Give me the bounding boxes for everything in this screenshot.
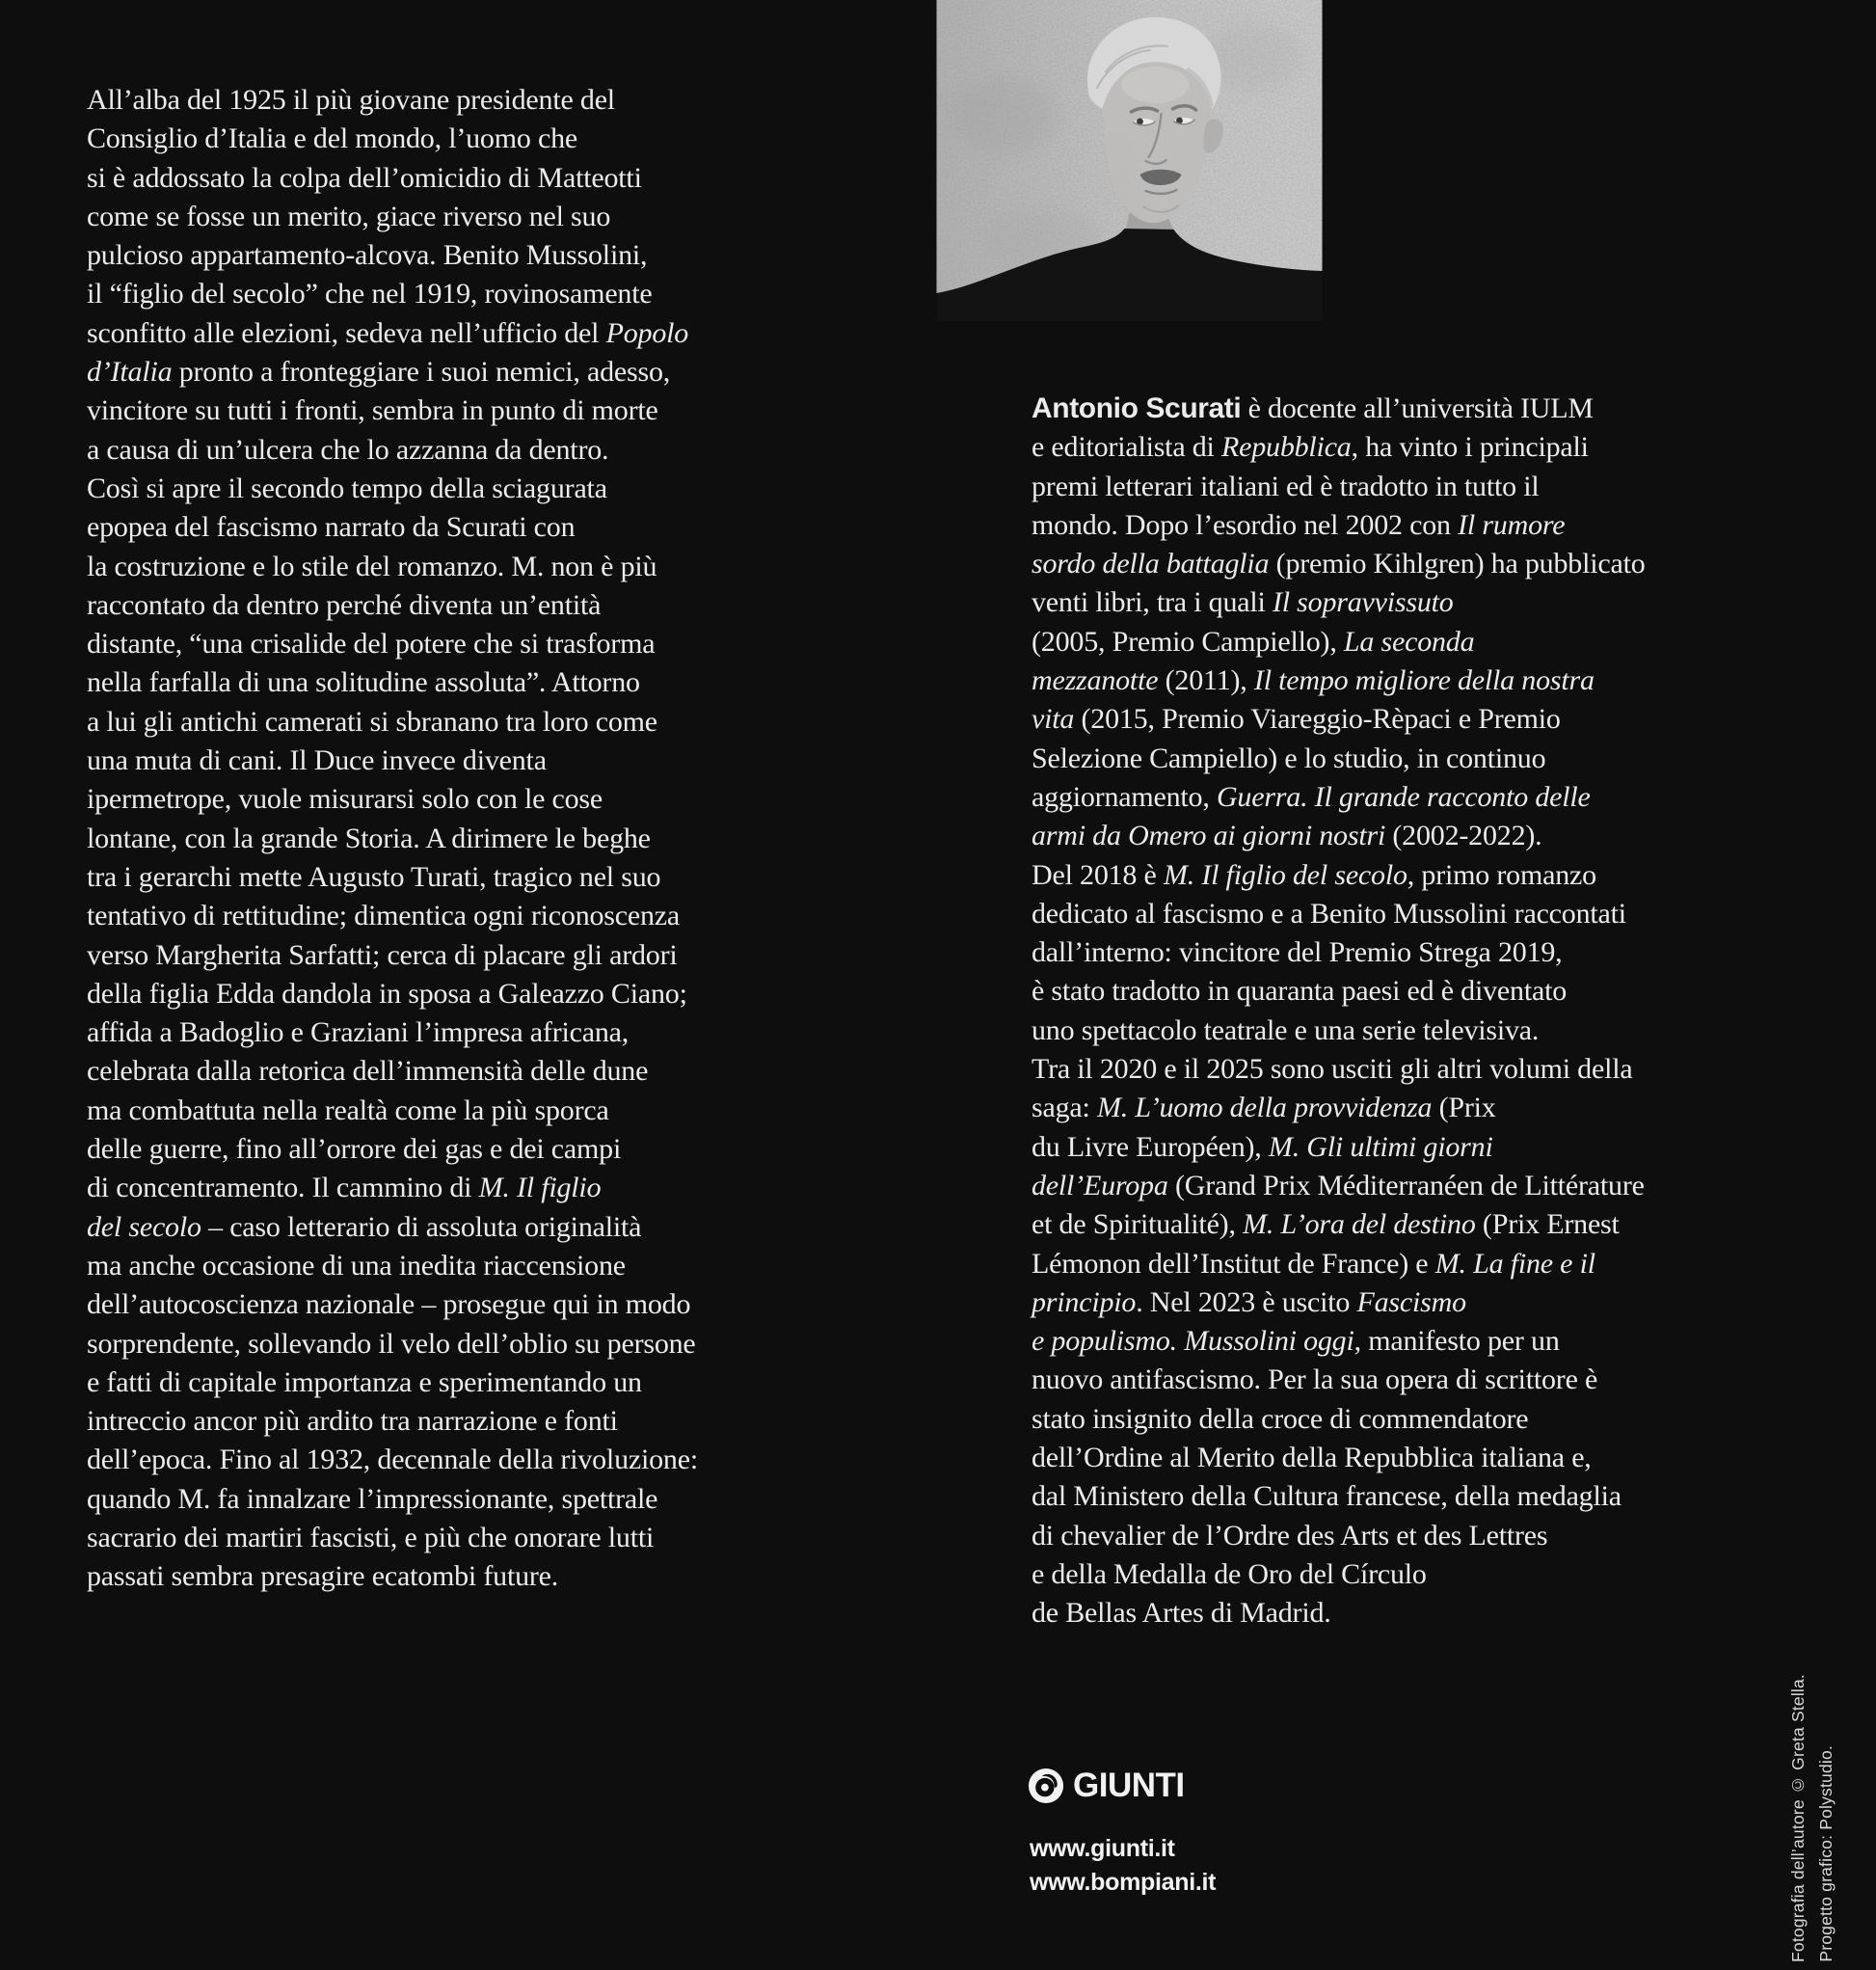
text-line: de Bellas Artes di Madrid. [1032,1597,1331,1630]
text-line: del secolo – caso letterario di assoluta originalità [87,1210,642,1243]
text-line: passati sembra presagire ecatombi future. [87,1560,559,1593]
text-line: tentativo di rettitudine; dimentica ogni riconoscenza [87,900,681,932]
text-line: la costruzione e lo stile del romanzo. M. non è più [87,550,657,582]
website-giunti: www.giunti.it [1030,1835,1175,1862]
text-line: sacrario dei martiri fascisti, e più che onorare lutti [87,1521,655,1553]
text-line: della figlia Edda dandola in sposa a Galeazzo Ciano; [87,977,687,1010]
text-line: premi letterari italiani ed è tradotto in tutto il [1032,470,1540,502]
text-line: vita (2015, Premio Viareggio-Rèpaci e Premio [1032,703,1561,736]
text-line: il “figlio del secolo” che nel 1919, rovinosamente [87,278,653,310]
text-line: Lémonon dell’Institut de France) e M. La fine e il [1032,1247,1595,1280]
text-line: sorprendente, sollevando il velo dell’oblio su persone [87,1327,696,1360]
text-line: a causa di un’ulcera che lo azzanna da dentro. [87,433,609,466]
text-line: sconfitto alle elezioni, sedeva nell’ufficio del Popolo [87,316,689,349]
publisher-websites [1030,1832,1216,1900]
text-line: distante, “una crisalide del potere che si trasforma [87,628,656,661]
author-portrait-illustration [936,0,1323,321]
photo-credit: Fotografia dell’autore © Greta Stella. [1788,1674,1808,1962]
text-line: come se fosse un merito, giace riverso nel suo [87,200,611,232]
text-line: e populismo. Mussolini oggi, manifesto per un [1032,1325,1560,1358]
text-line: du Livre Européen), M. Gli ultimi giorni [1032,1130,1493,1163]
text-line: nella farfalla di una solitudine assoluta”. Attorno [87,666,640,699]
text-line: dell’Europa (Grand Prix Méditerranéen de Littérature [1032,1169,1645,1201]
text-line: All’alba del 1925 il più giovane presidente del [87,84,615,116]
text-line: epopea del fascismo narrato da Scurati con [87,511,576,544]
author-bio-text [1032,390,1646,1633]
text-line: tra i gerarchi mette Augusto Turati, tragico nel suo [87,860,661,893]
text-line: e editorialista di Repubblica, ha vinto i principali [1032,431,1589,464]
text-line: pulcioso appartamento-alcova. Benito Mussolini, [87,239,648,272]
text-line: mezzanotte (2011), Il tempo migliore della nostra [1032,664,1595,697]
text-line: venti libri, tra i quali Il sopravvissuto [1032,586,1454,619]
synopsis-text [87,81,698,1597]
text-line: verso Margherita Sarfatti; cerca di placare gli ardori [87,938,678,971]
text-line: aggiornamento, Guerra. Il grande racconto delle [1032,780,1591,813]
text-line: dedicato al fascismo e a Benito Mussolini raccontati [1032,897,1626,930]
text-line: affida a Badoglio e Graziani l’impresa africana, [87,1016,630,1049]
text-line: ma anche occasione di una inedita riaccensione [87,1249,626,1282]
text-line: Del 2018 è M. Il figlio del secolo, primo romanzo [1032,858,1596,891]
text-line: uno spettacolo teatrale e una serie televisiva. [1032,1013,1540,1046]
text-line: si è addossato la colpa dell’omicidio di Matteotti [87,161,642,194]
text-line: principio. Nel 2023 è uscito Fascismo [1032,1285,1466,1318]
text-line: mondo. Dopo l’esordio nel 2002 con Il rumore [1032,508,1566,541]
text-line: dal Ministero della Cultura francese, della medaglia [1032,1480,1621,1513]
text-line: delle guerre, fino all’orrore dei gas e dei campi [87,1133,622,1166]
giunti-logo [1028,1767,1185,1805]
text-line: stato insignito della croce di commendatore [1032,1402,1529,1435]
text-line: (2005, Premio Campiello), La seconda [1032,625,1475,658]
text-line: dall’interno: vincitore del Premio Strega 2019, [1032,936,1563,969]
text-line: a lui gli antichi camerati si sbranano tra loro come [87,705,657,738]
text-line: e della Medalla de Oro del Círculo [1032,1557,1427,1590]
text-line: Consiglio d’Italia e del mondo, l’uomo che [87,122,577,155]
website-bompiani: www.bompiani.it [1030,1869,1217,1896]
text-line: dell’epoca. Fino al 1932, decennale della rivoluzione: [87,1444,698,1476]
text-line: ipermetrope, vuole misurarsi solo con le cose [87,783,603,816]
text-line: intreccio ancor più ardito tra narrazione e fonti [87,1405,618,1438]
text-line: di concentramento. Il cammino di M. Il figlio [87,1172,602,1204]
text-line: sordo della battaglia (premio Kihlgren) ha pubblicato [1032,548,1646,580]
text-line: et de Spiritualité), M. L’ora del destino (Prix Ernest [1032,1208,1620,1241]
text-line: una muta di cani. Il Duce invece diventa [87,744,547,777]
text-line: armi da Omero ai giorni nostri (2002-2022). [1032,820,1542,852]
text-line: lontane, con la grande Storia. A dirimere le beghe [87,822,651,854]
design-credit: Progetto grafico: Polystudio. [1816,1745,1836,1962]
text-line: raccontato da dentro perché diventa un’entità [87,588,602,621]
text-line: e fatti di capitale importanza e sperimentando un [87,1365,642,1398]
giunti-logo-text: GIUNTI [1073,1767,1185,1804]
text-line: ma combattuta nella realtà come la più sporca [87,1093,609,1126]
giunti-logo-icon [1028,1768,1064,1804]
text-line: dell’autocoscienza nazionale – prosegue qui in modo [87,1288,691,1321]
text-line: dell’Ordine al Merito della Repubblica italiana e, [1032,1442,1592,1474]
text-line: celebrata dalla retorica dell’immensità delle dune [87,1055,649,1088]
text-line: d’Italia pronto a fronteggiare i suoi nemici, adesso, [87,356,671,389]
text-line: quando M. fa innalzare l’impressionante, spettrale [87,1482,658,1515]
text-line: di chevalier de l’Ordre des Arts et des Lettres [1032,1519,1548,1552]
text-line: Così si apre il secondo tempo della sciagurata [87,472,607,504]
text-line: Selezione Campiello) e lo studio, in continuo [1032,742,1546,774]
text-line: nuovo antifascismo. Per la sua opera di scrittore è [1032,1363,1598,1396]
text-line: Antonio Scurati è docente all’università IULM [1032,392,1594,424]
text-line: vincitore su tutti i fronti, sembra in punto di morte [87,394,658,427]
text-line: saga: M. L’uomo della provvidenza (Prix [1032,1092,1496,1124]
author-photo [936,0,1323,321]
text-line: Tra il 2020 e il 2025 sono usciti gli altri volumi della [1032,1053,1633,1086]
text-line: è stato tradotto in quaranta paesi ed è diventato [1032,975,1567,1008]
